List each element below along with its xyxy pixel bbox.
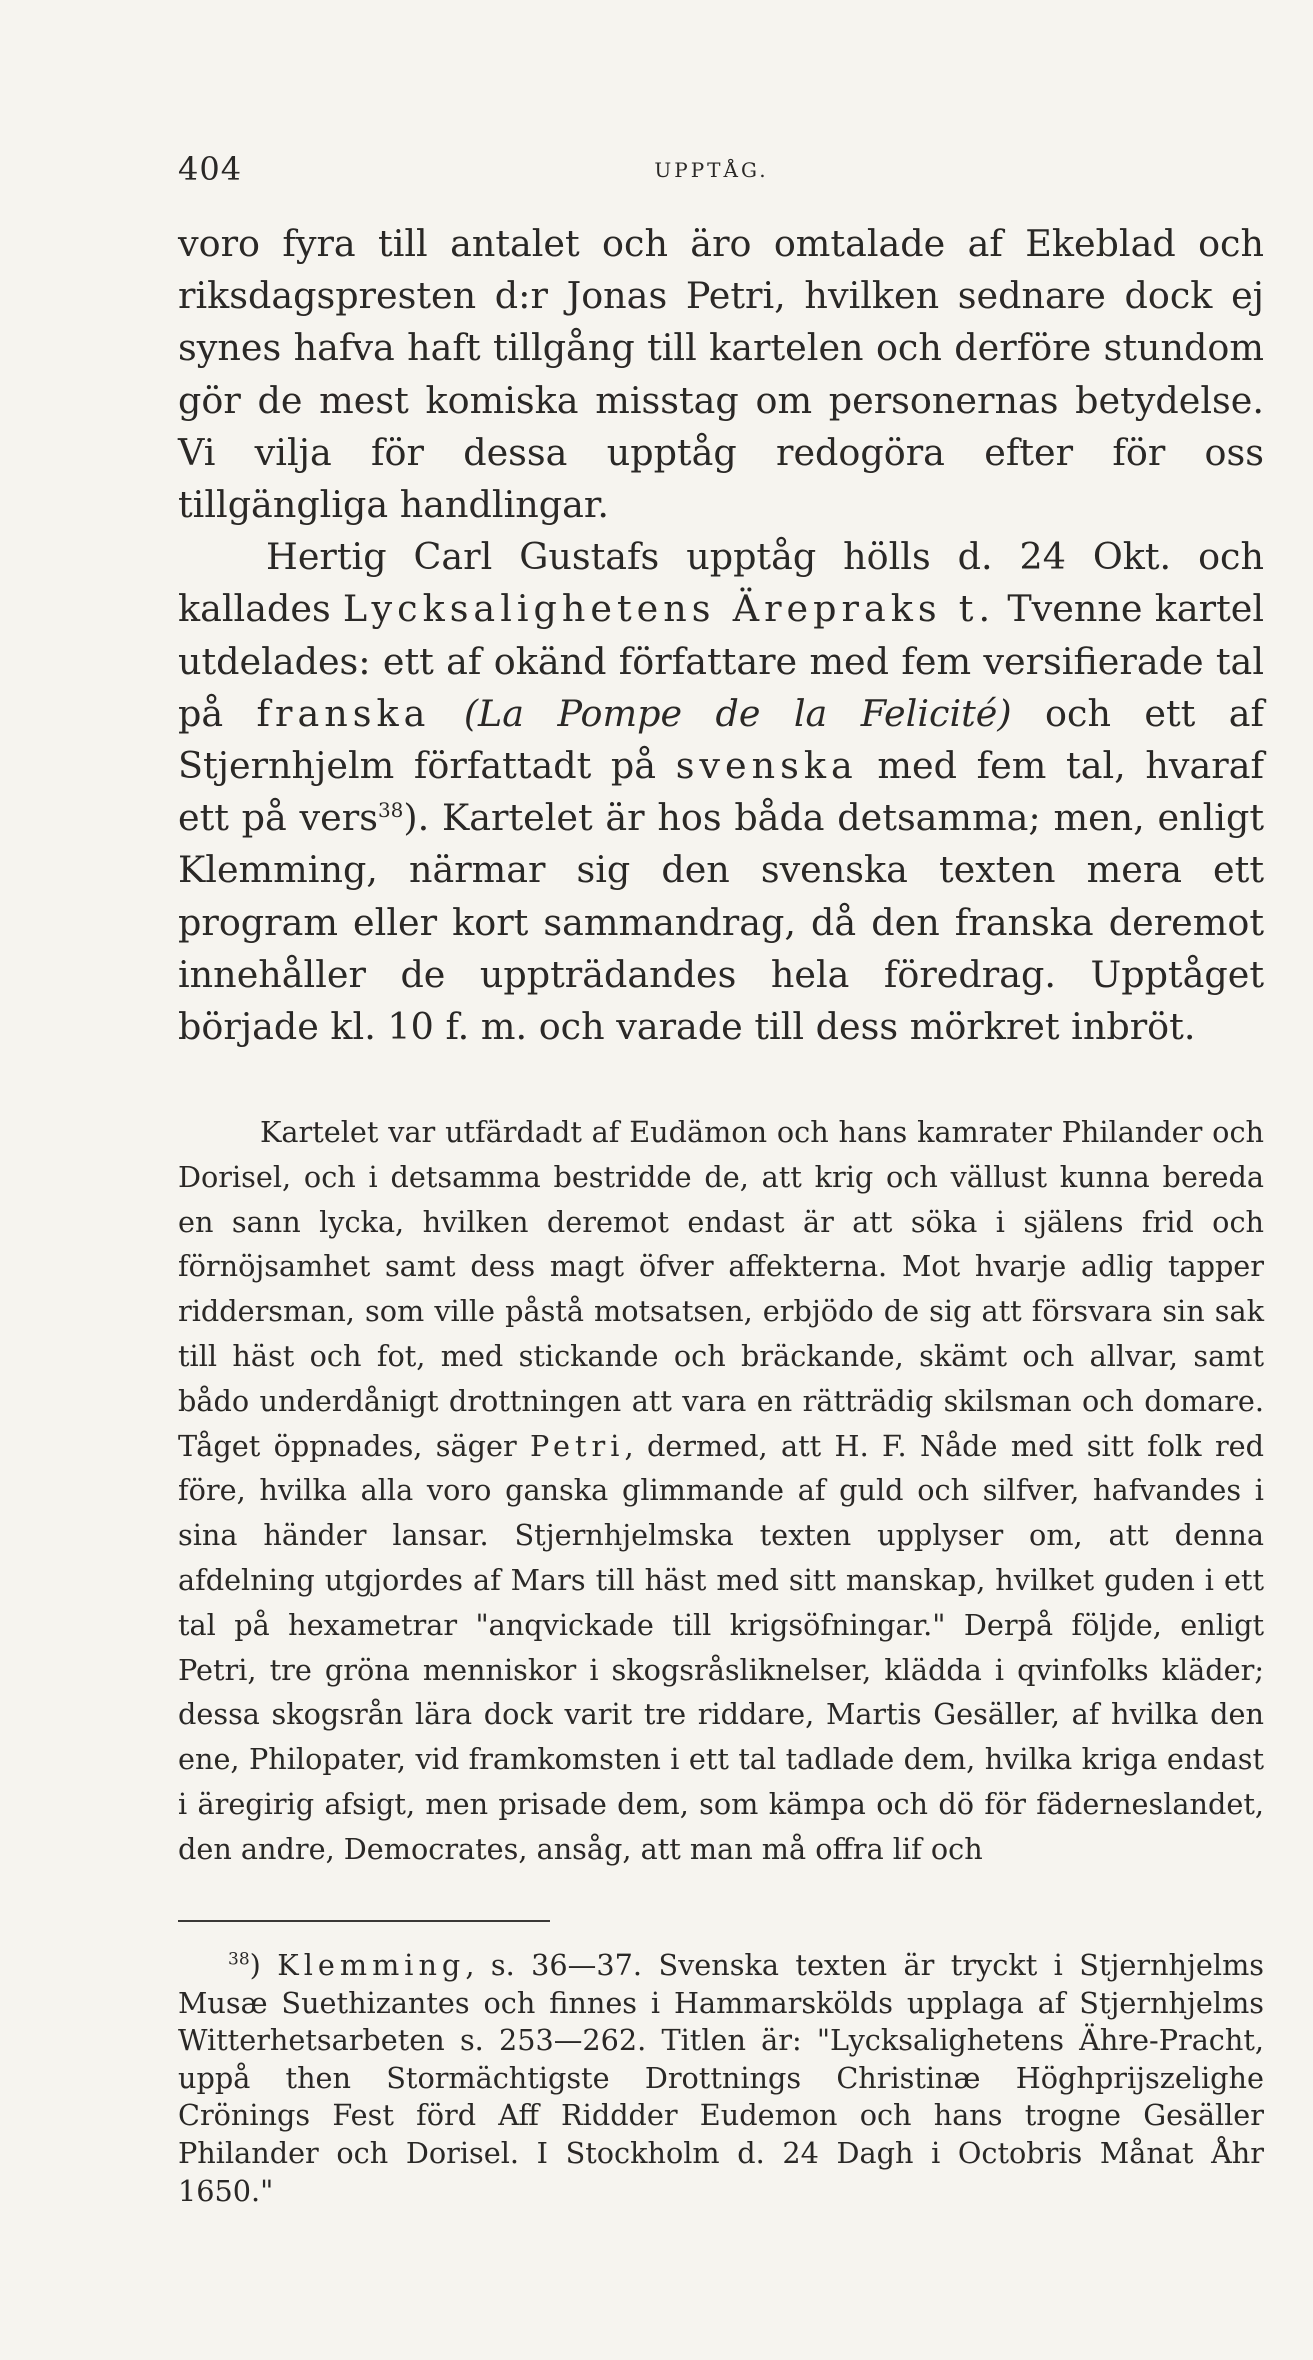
spaced-name-petri: Petri xyxy=(530,1428,625,1463)
para2-text-j: ). Kartelet är hos båda detsamma; men, enligt Klemming, närmar sig den svenska texten mera ett program eller kort sammandrag, då den franska deremot innehåller de uppträdandes hela föredrag. Upptåget började kl. 10 f. m. och varade till dess mörkret inbröt. xyxy=(178,796,1265,1049)
spaced-word-franska: franska xyxy=(256,691,431,735)
running-title: UPPTÅG. xyxy=(654,158,769,182)
italic-title: (La Pompe de la Felicité) xyxy=(463,691,1012,735)
spaced-name-klemming: Klemming xyxy=(277,1948,466,1982)
para2-text-c: Tvenne kartel utdelades: ett af okänd författare med fem versifierade tal på xyxy=(178,587,1265,735)
para2-text-i: med fem tal, hvaraf ett på vers xyxy=(178,744,1264,840)
paragraph-1: voro fyra till antalet och äro omtalade af Ekeblad och riksdagspresten d:r Jonas Petri, hvilken sednare dock ej synes hafva haft tillgång till kartelen och derföre stundom gör de mest komiska misstag om personernas betydelse. Vi vilja för dessa upptåg redogöra efter för oss tillgängliga handlingar. xyxy=(178,222,1264,527)
para2-text-g: och ett af Stjernhjelm författadt på xyxy=(178,691,1264,788)
footnote-reference: 38 xyxy=(377,798,404,823)
paragraph-2 xyxy=(178,531,1264,1053)
footnote-text-c: , s. 36—37. Svenska texten är tryckt i Stjernhjelms Musæ Suethizantes och finnes i Hammarskölds upplaga af Stjernhjelms Witterhetsarbeten s. 253—262. Titlen är: "Lycksalighetens Ähre-Pracht, uppå then Stormächtigste Drottnings Christinæ Höghprijszelighe Crönings Fest förd Aff Riddder Eudemon och hans trogne Gesäller Philander och Dorisel. I Stockholm d. 24 Dagh i Octobris Månat Åhr 1650." xyxy=(178,1948,1264,2208)
para2-text-a: Hertig Carl Gustafs upptåg hölls d. 24 Okt. och kallades xyxy=(178,535,1264,631)
running-head xyxy=(178,150,1135,190)
small-text-a: Kartelet var utfärdadt af Eudämon och hans kamrater Philander och Dorisel, och i detsamma bestridde de, att krig och vällust kunna bereda en sann lycka, hvilken deremot endast är att söka i själens frid och förnöjsamhet samt dess magt öfver affekterna. Mot hvarje adlig tapper riddersman, som ville påstå motsatsen, erbjödo de sig att försvara sin sak till häst och fot, med stickande och bräckande, skämt och allvar, samt bådo underdånigt drottningen att vara en rätträdig skilsman och domare. Tåget öppnades, säger xyxy=(178,1115,1264,1463)
footnote xyxy=(178,1947,1264,2210)
small-text-c: , dermed, att H. F. Nåde med sitt folk red före, hvilka alla voro ganska glimmande af guld och silfver, hafvandes i sina händer lansar. Stjernhjelmska texten upplyser om, att denna afdelning utgjordes af Mars till häst med sitt manskap, hvilket guden i ett tal på hexametrar "anqvickade till krigsöfningar." Derpå följde, enligt Petri, tre gröna menniskor i skogsråsliknelser, klädda i qvinfolks kläder; dessa skogsrån lära dock varit tre riddare, Martis Gesäller, af hvilka den ene, Philopater, vid framkomsten i ett tal tadlade dem, hvilka kriga endast i äregirig afsigt, men prisade dem, som kämpa och dö för fäderneslandet, den andre, Democrates, ansåg, att man må offra lif och xyxy=(178,1428,1264,1866)
main-text xyxy=(178,218,1264,1053)
para2-space xyxy=(430,692,463,735)
footnote-rule xyxy=(178,1920,550,1922)
small-print-paragraph xyxy=(178,1110,1264,1872)
page-number: 404 xyxy=(178,150,243,188)
spaced-title: Lycksalighetens Ärepraks t. xyxy=(342,587,996,631)
spaced-word-svenska: svenska xyxy=(675,744,858,788)
footnote-mark: 38 xyxy=(228,1949,250,1970)
footnote-text-a: ) xyxy=(249,1948,278,1982)
